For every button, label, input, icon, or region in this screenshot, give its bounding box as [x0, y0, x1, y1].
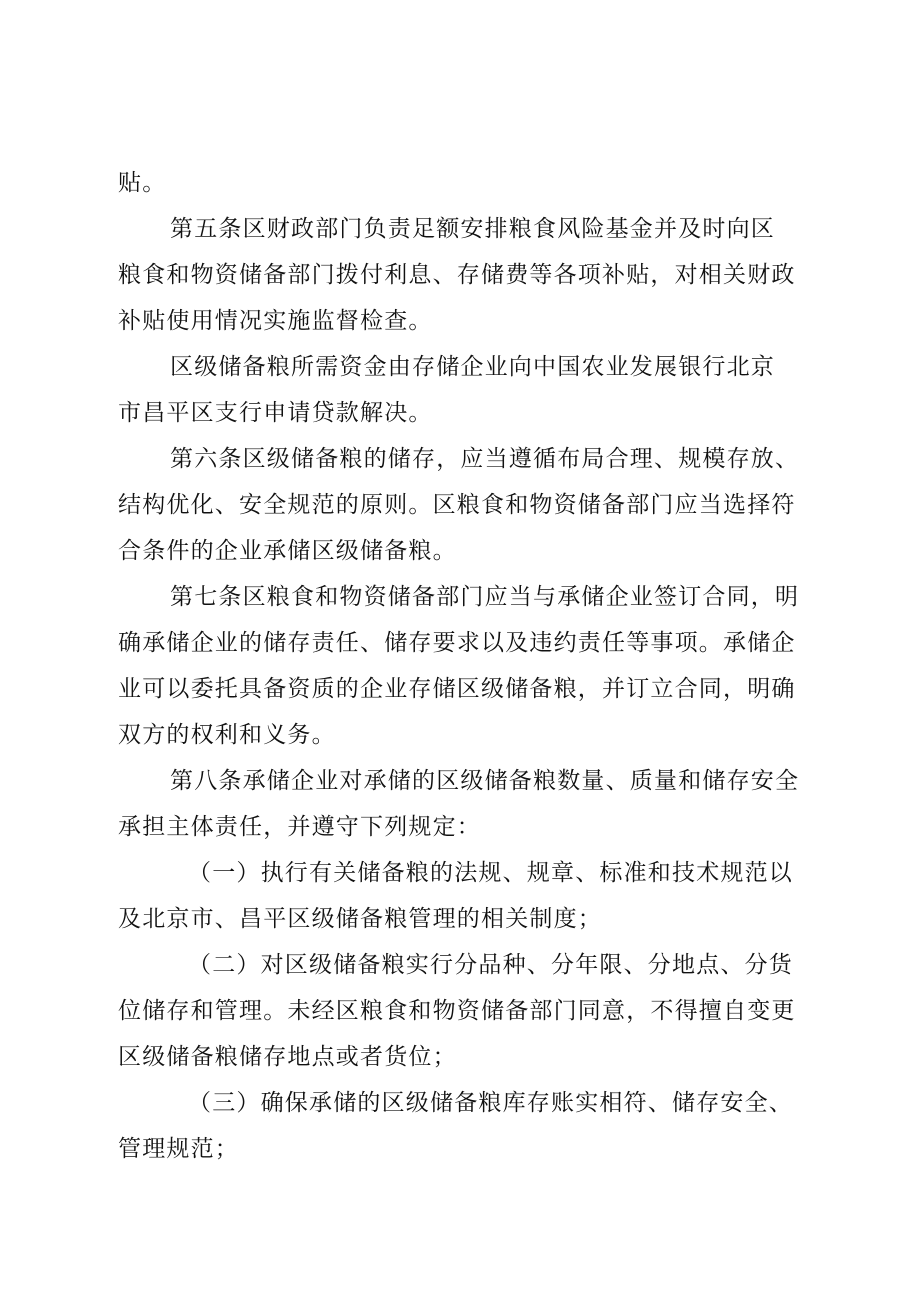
text-line: 区级储备粮储存地点或者货位；	[118, 1044, 457, 1070]
paragraph-article-5	[118, 206, 818, 344]
text-line: （三）确保承储的区级储备粮库存账实相符、储存安全、	[188, 1090, 793, 1116]
text-line: 市昌平区支行申请贷款解决。	[118, 400, 433, 426]
text-line: 合条件的企业承储区级储备粮。	[118, 538, 457, 564]
text-line: 第七条区粮食和物资储备部门应当与承储企业签订合同，明	[170, 584, 800, 610]
text-line: 管理规范；	[118, 1136, 239, 1162]
list-item-3	[118, 1080, 818, 1172]
list-item-2	[118, 942, 818, 1080]
paragraph-funding	[118, 344, 818, 436]
document-page	[118, 160, 818, 1172]
paragraph-article-8	[118, 758, 818, 850]
text-line: （一）执行有关储备粮的法规、规章、标准和技术规范以	[188, 860, 793, 886]
paragraph-article-6	[118, 436, 818, 574]
text-line: 第五条区财政部门负责足额安排粮食风险基金并及时向区	[170, 216, 775, 242]
paragraph-article-7	[118, 574, 818, 758]
text-line: 区级储备粮所需资金由存储企业向中国农业发展银行北京	[170, 354, 775, 380]
text-line: （二）对区级储备粮实行分品种、分年限、分地点、分货	[188, 952, 793, 978]
text-line: 贴。	[118, 170, 167, 196]
text-line: 第六条区级储备粮的储存，应当遵循布局合理、规模存放、	[170, 446, 800, 472]
list-item-1	[118, 850, 818, 942]
text-line: 第八条承储企业对承储的区级储备粮数量、质量和储存安全	[170, 768, 800, 794]
text-line: 双方的权利和义务。	[118, 722, 336, 748]
text-line: 位储存和管理。未经区粮食和物资储备部门同意，不得擅自变更	[118, 998, 796, 1024]
text-line: 承担主体责任，并遵守下列规定：	[118, 814, 481, 840]
text-line: 确承储企业的储存责任、储存要求以及违约责任等事项。承储企	[118, 630, 796, 656]
text-line: 及北京市、昌平区级储备粮管理的相关制度；	[118, 906, 602, 932]
text-line: 粮食和物资储备部门拨付利息、存储费等各项补贴，对相关财政	[118, 262, 796, 288]
text-line: 结构优化、安全规范的原则。区粮食和物资储备部门应当选择符	[118, 492, 796, 518]
text-line: 补贴使用情况实施监督检查。	[118, 308, 433, 334]
paragraph-continued-text	[118, 160, 818, 206]
text-line: 业可以委托具备资质的企业存储区级储备粮，并订立合同，明确	[118, 676, 796, 702]
